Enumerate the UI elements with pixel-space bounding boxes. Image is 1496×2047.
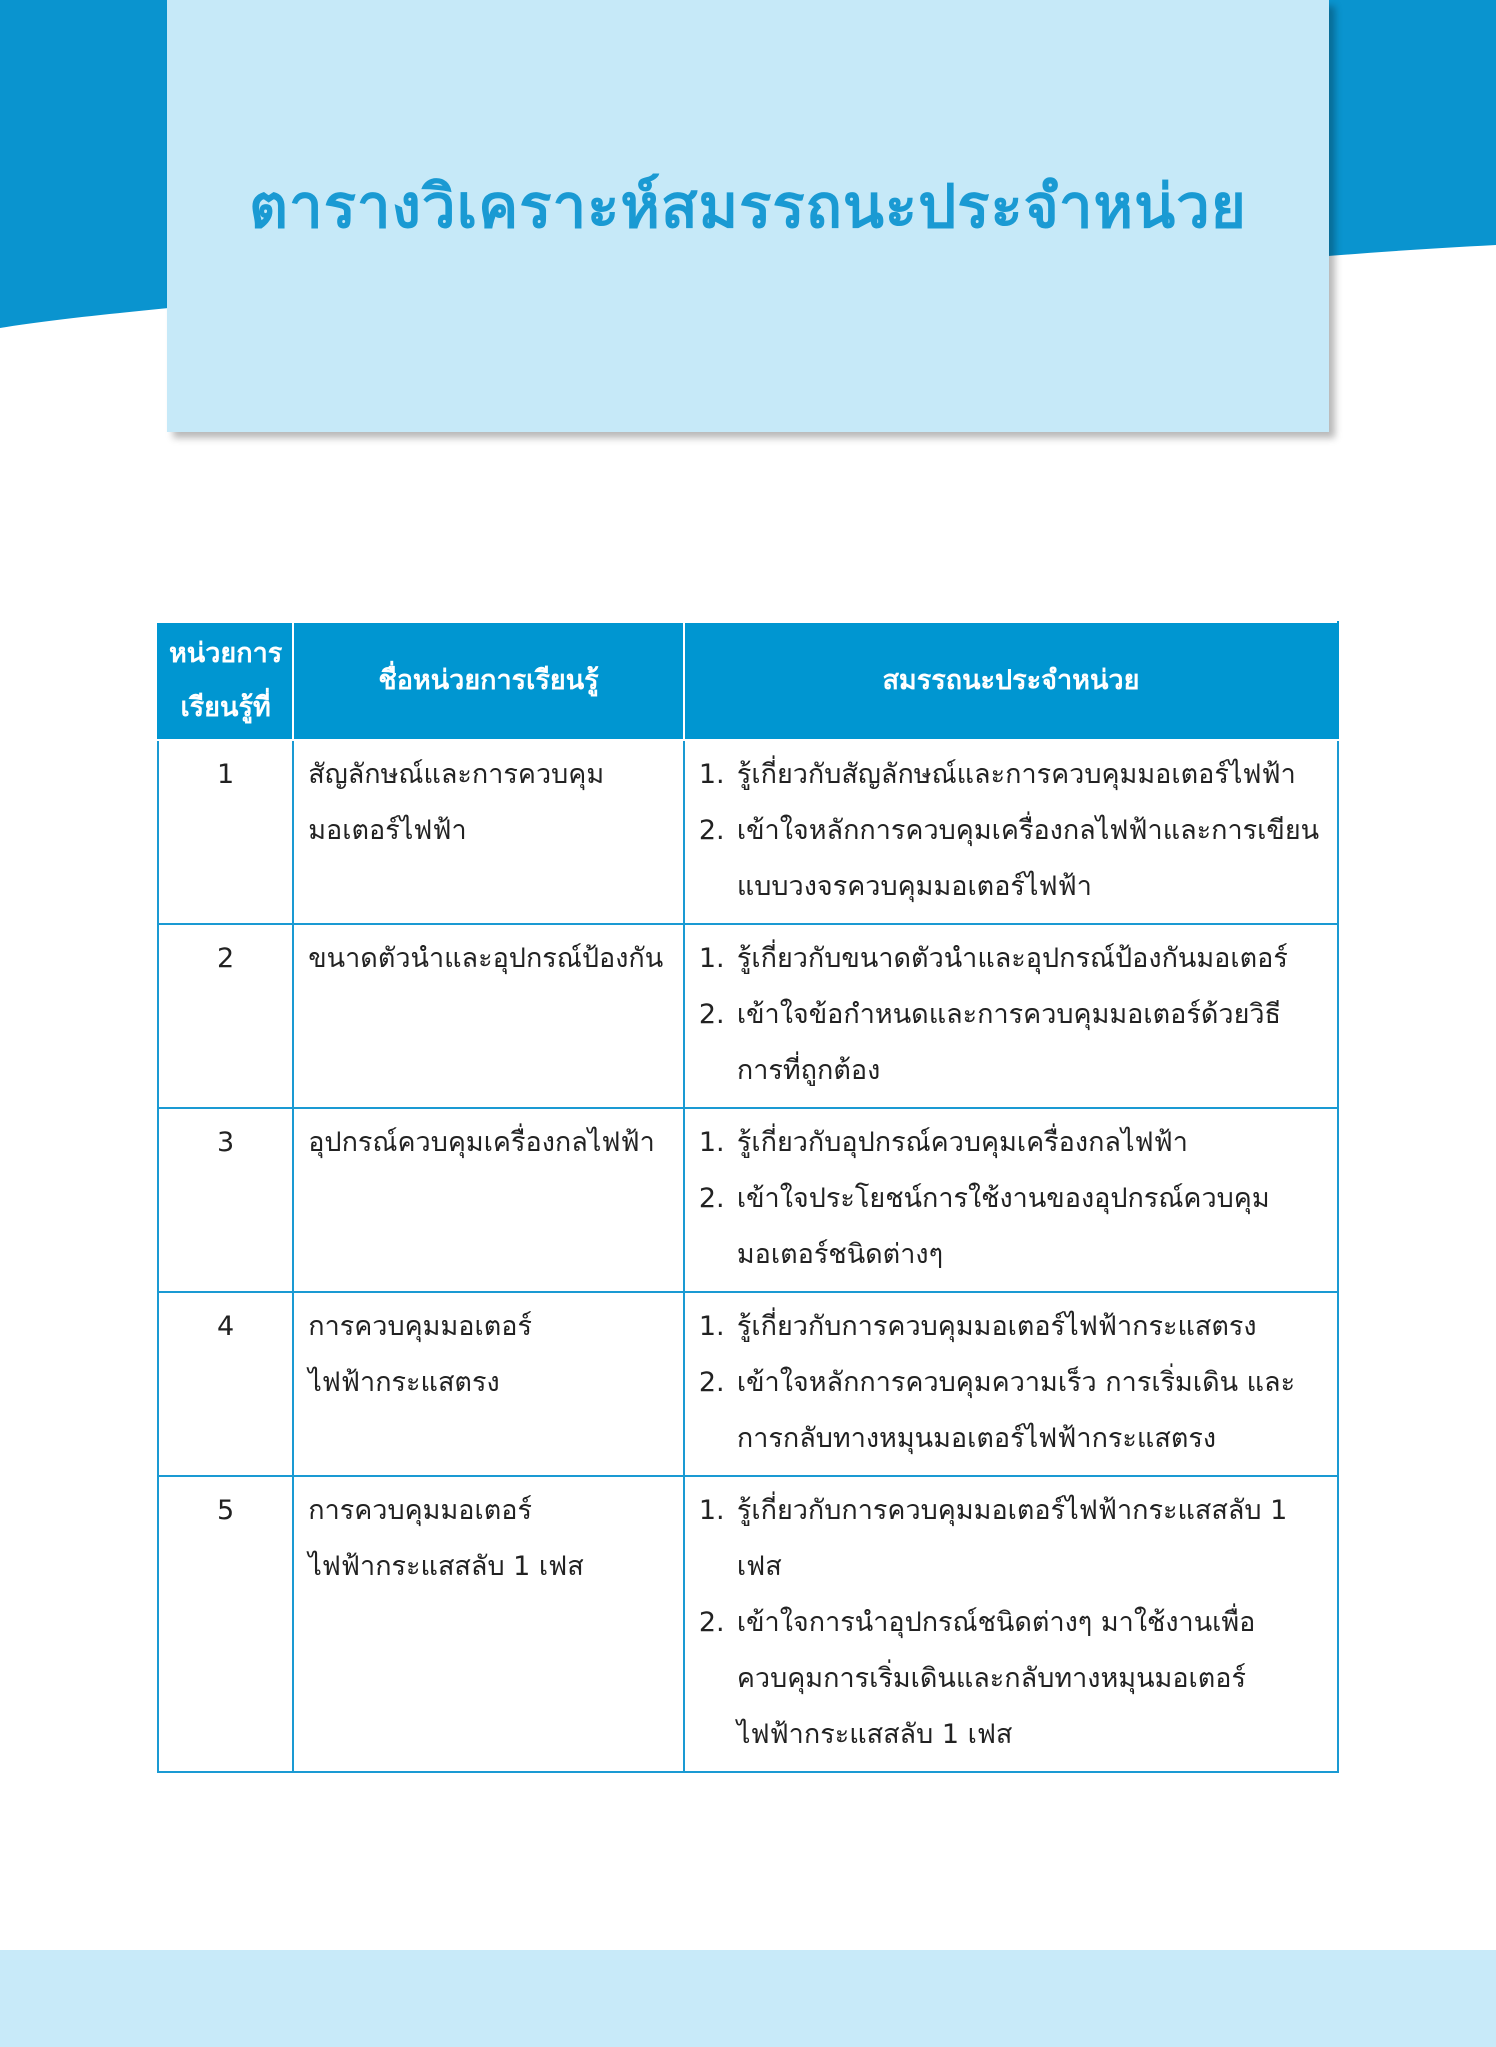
table-row: [158, 1476, 1338, 1772]
item-text: รู้เกี่ยวกับการควบคุมมอเตอร์ไฟฟ้ากระแสสลับ 1 เฟส: [736, 1495, 1288, 1582]
table-row: [158, 924, 1338, 1108]
item-number: 2.: [698, 1607, 725, 1638]
item-number: 1.: [698, 1495, 725, 1526]
unit-name: อุปกรณ์ควบคุมเครื่องกลไฟฟ้า: [293, 1108, 684, 1292]
competency-item: [699, 1483, 1327, 1595]
competency-item: [699, 1595, 1327, 1763]
item-text: เข้าใจประโยชน์การใช้งานของอุปกรณ์ควบคุมมอเตอร์ชนิดต่างๆ: [736, 1183, 1270, 1270]
page-title: ตารางวิเคราะห์สมรรถนะประจำหน่วย: [249, 171, 1247, 242]
competency-cell: [684, 924, 1338, 1108]
table-row: [158, 740, 1338, 924]
item-number: 2.: [698, 815, 725, 846]
item-number: 1.: [698, 1311, 725, 1342]
title-box: [167, 0, 1329, 432]
competency-item: [699, 747, 1327, 803]
unit-number: 1: [158, 740, 293, 924]
unit-number: 3: [158, 1108, 293, 1292]
table-header-row: [158, 622, 1338, 740]
competency-item: [699, 931, 1327, 987]
unit-name: สัญลักษณ์และการควบคุมมอเตอร์ไฟฟ้า: [293, 740, 684, 924]
item-number: 1.: [698, 759, 725, 790]
table-row: [158, 1108, 1338, 1292]
competency-item: [699, 803, 1327, 915]
unit-number: 4: [158, 1292, 293, 1476]
competency-item: [699, 987, 1327, 1099]
competency-list: [699, 1299, 1327, 1467]
competency-item: [699, 1355, 1327, 1467]
competency-cell: [684, 1292, 1338, 1476]
competency-cell: [684, 740, 1338, 924]
item-number: 2.: [698, 1367, 725, 1398]
competency-table: [157, 621, 1339, 1773]
unit-name: การควบคุมมอเตอร์ไฟฟ้ากระแสสลับ 1 เฟส: [293, 1476, 684, 1772]
item-text: รู้เกี่ยวกับการควบคุมมอเตอร์ไฟฟ้ากระแสตรง: [736, 1311, 1257, 1342]
item-number: 2.: [698, 1183, 725, 1214]
item-text: เข้าใจข้อกำหนดและการควบคุมมอเตอร์ด้วยวิธีการที่ถูกต้อง: [736, 999, 1282, 1086]
item-number: 1.: [698, 943, 725, 974]
table-row: [158, 1292, 1338, 1476]
item-text: เข้าใจหลักการควบคุมความเร็ว การเริ่มเดิน และการกลับทางหมุนมอเตอร์ไฟฟ้ากระแสตรง: [736, 1367, 1296, 1454]
item-text: รู้เกี่ยวกับสัญลักษณ์และการควบคุมมอเตอร์ไฟฟ้า: [736, 759, 1296, 790]
unit-number: 5: [158, 1476, 293, 1772]
item-number: 2.: [698, 999, 725, 1030]
competency-cell: [684, 1476, 1338, 1772]
competency-list: [699, 1115, 1327, 1283]
unit-name: การควบคุมมอเตอร์ไฟฟ้ากระแสตรง: [293, 1292, 684, 1476]
competency-list: [699, 747, 1327, 915]
competency-item: [699, 1115, 1327, 1171]
header-competency: สมรรถนะประจำหน่วย: [684, 622, 1338, 740]
item-text: รู้เกี่ยวกับขนาดตัวนำและอุปกรณ์ป้องกันมอเตอร์: [736, 943, 1288, 974]
competency-list: [699, 1483, 1327, 1763]
header-unit-name: ชื่อหน่วยการเรียนรู้: [293, 622, 684, 740]
item-number: 1.: [698, 1127, 725, 1158]
unit-number: 2: [158, 924, 293, 1108]
unit-name: ขนาดตัวนำและอุปกรณ์ป้องกัน: [293, 924, 684, 1108]
competency-cell: [684, 1108, 1338, 1292]
item-text: เข้าใจการนำอุปกรณ์ชนิดต่างๆ มาใช้งานเพื่อควบคุมการเริ่มเดินและกลับทางหมุนมอเตอร์ไฟฟ้ากระแสสลับ 1 เฟส: [736, 1607, 1256, 1750]
competency-list: [699, 931, 1327, 1099]
bottom-band: [0, 1950, 1496, 2047]
header-unit-no: หน่วยการเรียนรู้ที่: [158, 622, 293, 740]
competency-item: [699, 1171, 1327, 1283]
competency-item: [699, 1299, 1327, 1355]
item-text: รู้เกี่ยวกับอุปกรณ์ควบคุมเครื่องกลไฟฟ้า: [736, 1127, 1188, 1158]
item-text: เข้าใจหลักการควบคุมเครื่องกลไฟฟ้าและการเขียนแบบวงจรควบคุมมอเตอร์ไฟฟ้า: [736, 815, 1320, 902]
